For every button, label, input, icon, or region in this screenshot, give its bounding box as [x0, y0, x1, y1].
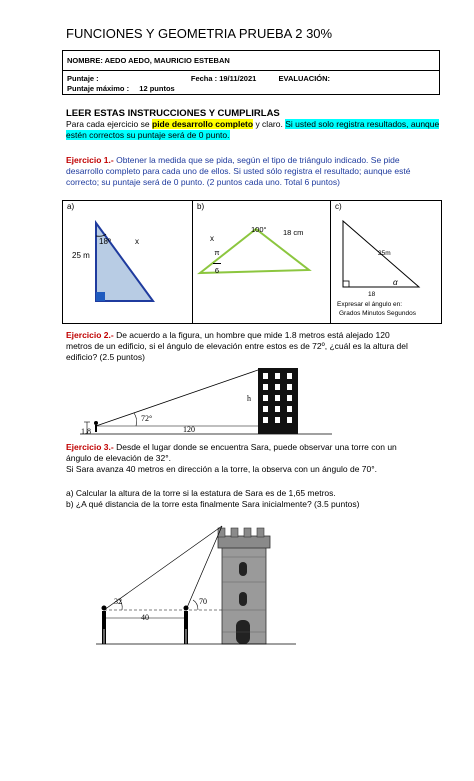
figure-c-cell — [331, 201, 441, 323]
exercise-2-body: De acuerdo a la figura, un hombre que mide 1.8 metros está alejado 120 metros de un edificio, si el ángulo de elevación entre estos es de 72º, ¿cuál es la altura del edificio? (2.5 puntos) — [66, 330, 408, 362]
exercise-2-figure — [80, 366, 340, 440]
exercise-3-distance: 40 — [141, 613, 149, 622]
figure-b-frac-num: π — [214, 248, 220, 257]
exercise-2-man-label: 1.8 — [81, 427, 91, 436]
figure-b-unknown: x — [210, 234, 214, 243]
exercise-3-questions — [66, 488, 411, 510]
figure-c-label: c) — [335, 202, 342, 211]
figure-c-angle: α — [393, 278, 398, 287]
figure-a-label: a) — [67, 202, 75, 211]
figure-b-frac-den: 6 — [214, 266, 220, 275]
exercise-3-text — [66, 442, 411, 475]
exercise-3-question-a: a) Calcular la altura de la torre si la estatura de Sara es de 1,65 metros. — [66, 488, 336, 498]
figures-table — [62, 200, 442, 324]
exercise-2-distance-label: 120 — [183, 425, 195, 434]
exercise-3-question-b: b) ¿A qué distancia de la torre esta finalmente Sara inicialmente? (3.5 puntos) — [66, 499, 360, 509]
figure-a-cell — [63, 201, 193, 323]
figure-c-hyp: 25m — [378, 250, 391, 257]
student-name: NOMBRE: AEDO AEDO, MAURICIO ESTEBAN — [63, 51, 439, 71]
instructions-text — [66, 119, 446, 141]
exercise-3-angle2: 70 — [199, 597, 207, 606]
max-score-label: Puntaje máximo : — [67, 84, 130, 93]
instructions-heading: LEER ESTAS INSTRUCCIONES Y CUMPLIRLAS — [66, 108, 280, 119]
figure-b-fraction — [213, 248, 221, 275]
figure-a-unknown: x — [135, 237, 139, 246]
figure-c-note2: Grados Minutos Segundos — [339, 310, 416, 317]
date-label: Fecha : 19/11/2021 — [190, 74, 257, 83]
exercise-2-height-label: h — [247, 394, 251, 403]
exercise-3-label: Ejercicio 3.- — [66, 442, 114, 452]
instr-pre: Para cada ejercicio se — [66, 119, 152, 129]
figure-c-base: 18 — [368, 291, 376, 298]
score-row — [67, 74, 330, 94]
exercise-3-body: Desde el lugar donde se encuentra Sara, puede observar una torre con un ángulo de elevación de 32°. — [66, 442, 397, 463]
exercise-3-figure — [96, 522, 296, 650]
instr-cyan: Si usted solo registra resultados, aunque estén correctos su puntaje será de 0 punto. — [66, 119, 440, 140]
figure-c-note1: Expresar el ángulo en: — [337, 301, 403, 308]
exercise-2-label: Ejercicio 2.- — [66, 330, 114, 340]
exercise-1-body: Obtener la medida que se pida, según el tipo de triángulo indicado. Se pide desarrollo completo para cada uno de ellos. Si usted sólo registra el resultado; aunque esté correcto; su puntaje será de 0 punto. (2 puntos cada uno. Total 6 puntos) — [66, 155, 411, 187]
exercise-2-angle-label: 72° — [141, 414, 153, 423]
figure-a-side: 25 m — [72, 251, 90, 260]
instr-mid: y claro. — [253, 119, 286, 129]
page-title: FUNCIONES Y GEOMETRIA PRUEBA 2 30% — [66, 26, 333, 41]
max-score-value: 12 puntos — [139, 84, 175, 93]
student-info-box — [62, 50, 440, 95]
exercise-2-text — [66, 330, 416, 363]
figure-b-angle: 100° — [251, 225, 267, 234]
instr-bold: pide desarrollo completo — [152, 119, 254, 129]
triangle-a — [63, 201, 193, 323]
figure-b-cell — [193, 201, 331, 323]
score-label: Puntaje : — [67, 74, 99, 83]
figure-b-label: b) — [197, 202, 205, 211]
exercise-3-angle1: 32 — [114, 597, 122, 606]
figure-b-side: 18 cm — [283, 228, 304, 237]
figure-a-angle: 18º — [99, 237, 111, 246]
exercise-1-text — [66, 155, 411, 188]
evaluation-label: EVALUACIÓN: — [278, 74, 331, 83]
exercise-1-label: Ejercicio 1.- — [66, 155, 114, 165]
exercise-3-body2: Si Sara avanza 40 metros en dirección a la torre, la observa con un ángulo de 70°. — [66, 464, 378, 474]
